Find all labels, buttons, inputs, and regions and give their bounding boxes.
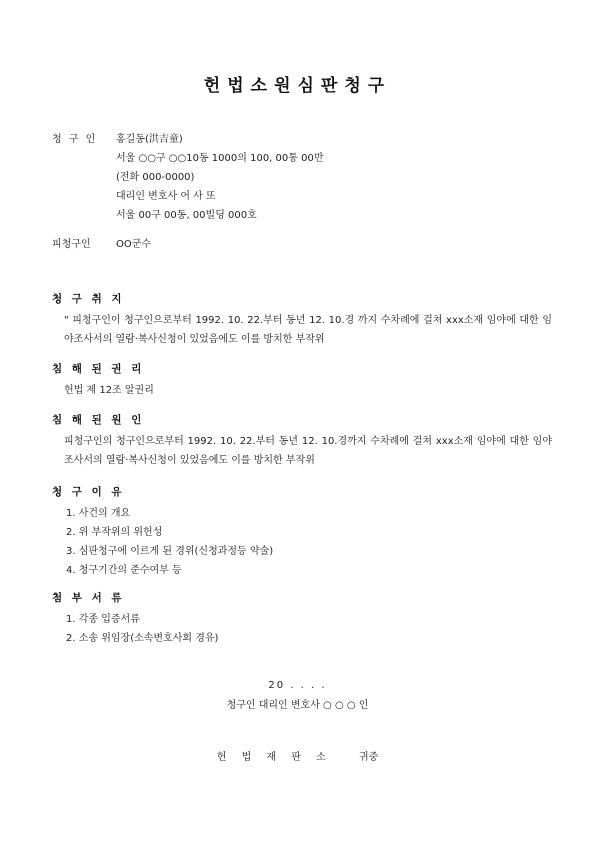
court-honorific: 귀중 [358,752,379,763]
plaintiff-name: 홍길동(洪吉童) [116,134,183,145]
attachments-section [52,590,552,648]
list-item: 3. 심판청구에 이르게 된 경위(신청과정등 약술) [66,546,274,557]
list-item: 2. 소송 위임장(소속변호사회 경유) [66,633,219,644]
date-line: 20 . . . . [268,680,327,691]
reasons-heading: 청 구 이 유 [52,486,125,498]
reasons-section [52,484,552,580]
plaintiff-details [116,130,323,225]
list-item: 1. 각종 입증서류 [66,614,140,625]
list-item: 2. 위 부작위의 위헌성 [66,527,163,538]
cause-section [52,412,552,470]
respondent-label: 피청구인 [52,239,91,250]
list-item: 4. 청구기간의 준수여부 등 [66,565,182,576]
infringed-right-body: 헌법 제 12조 알권리 [64,385,154,396]
document-title: 헌법소원심판청구 [203,76,392,96]
list-item: 1. 사건의 개요 [66,508,131,519]
court-addressee [0,748,595,763]
plaintiff-phone: (전화 000-0000) [116,172,195,183]
plaintiff-label: 청 구 인 [52,134,98,145]
plaintiff-attorney: 대리인 변호사 어 사 또 [116,191,216,202]
infringed-right-heading: 침 해 된 권 리 [52,363,145,375]
attorney-address: 서울 00구 00동, 00빌딩 000호 [116,210,257,221]
cause-heading: 침 해 된 원 인 [52,414,145,426]
court-name: 헌 법 재 판 소 [216,752,332,763]
purpose-body: " 피청구인이 청구인으로부터 1992. 10. 22.부터 동년 12. 10.경 까지 수차례에 걸쳐 xxx소재 임야에 대한 임야조사서의 열람·복사신청이 있었음에도 이를 방치한 부작위 [64,315,552,345]
respondent-row [52,235,151,250]
infringed-right-section [52,361,552,400]
purpose-heading: 청 구 취 지 [52,293,125,305]
cause-body: 피청구인의 청구인으로부터 1992. 10. 22.부터 동년 12. 10.경까지 수차례에 걸쳐 xxx소재 임야에 대한 임야조사서의 열람·복사신청이 있었음에도 이를 방치한 부작위 [64,436,552,466]
signature-line: 청구인 대리인 변호사 ○ ○ ○ 인 [226,700,369,711]
attachments-heading: 첨 부 서 류 [52,592,125,604]
attachments-list [52,610,552,648]
respondent-value: OO군수 [116,239,152,250]
purpose-section [52,291,552,349]
reasons-list [52,504,552,580]
plaintiff-block [52,130,323,225]
plaintiff-address: 서울 ○○구 ○○10동 1000의 100, 00통 00반 [116,153,324,164]
